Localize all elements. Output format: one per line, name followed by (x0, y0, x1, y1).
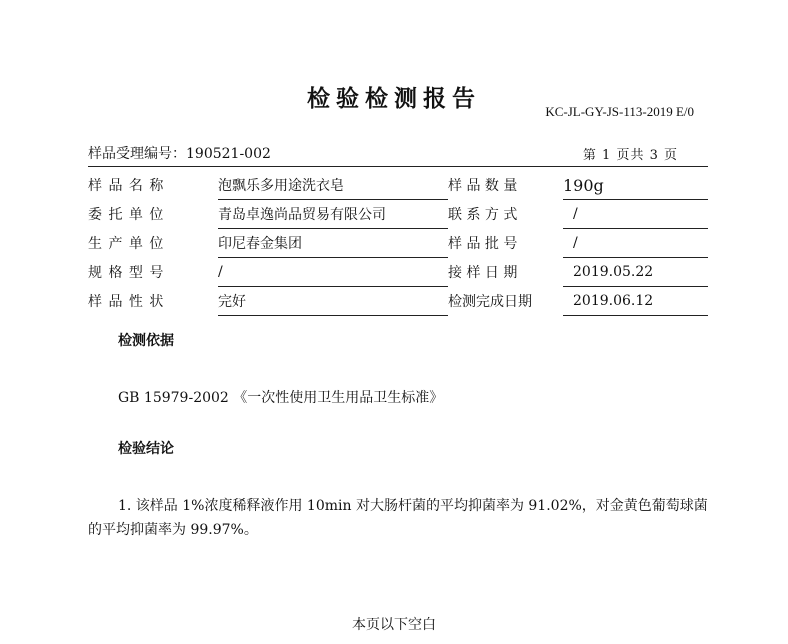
report-title: 检验检测报告 (307, 86, 481, 112)
table-row (88, 258, 708, 287)
row-value: 青岛卓逸尚品贸易有限公司 (218, 200, 448, 229)
basis-heading: 检测依据 (118, 333, 174, 349)
row-label: 规 格 型 号 (88, 265, 165, 281)
row-value: 完好 (218, 287, 448, 316)
row-value: / (563, 200, 708, 229)
row-label: 接 样 日 期 (448, 265, 518, 281)
row-label: 联 系 方 式 (448, 207, 518, 223)
sample-accept-number: 样品受理编号：190521-002 (88, 146, 271, 162)
document-number: KC-JL-GY-JS-113-2019 E/0 (545, 104, 694, 119)
row-value: 印尼春金集团 (218, 229, 448, 258)
sample-info-table (88, 171, 708, 316)
row-value: 2019.06.12 (563, 287, 708, 316)
page-info: 第 1 页共 3 页 (582, 148, 678, 163)
row-value: / (218, 258, 448, 287)
page-footer-note: 本页以下空白 (352, 617, 436, 633)
table-row (88, 200, 708, 229)
row-label: 生 产 单 位 (88, 236, 165, 252)
row-value: 190g (563, 171, 708, 200)
row-label: 样 品 批 号 (448, 236, 518, 252)
basis-text: GB 15979-2002 《一次性使用卫生用品卫生标准》 (118, 390, 444, 406)
row-label: 样 品 数 量 (448, 178, 518, 195)
row-label: 样 品 名 称 (88, 178, 165, 195)
row-label: 检测完成日期 (448, 294, 532, 310)
table-row (88, 229, 708, 258)
conclusion-text: 1. 该样品 1%浓度稀释液作用 10min 对大肠杆菌的平均抑菌率为 91.02%，对金黄色葡萄球菌的平均抑菌率为 99.97%。 (88, 498, 708, 538)
row-value: / (563, 229, 708, 258)
row-label: 样 品 性 状 (88, 294, 165, 310)
row-value: 泡飘乐多用途洗衣皂 (218, 171, 448, 200)
row-label: 委 托 单 位 (88, 207, 165, 223)
conclusion-heading: 检验结论 (118, 441, 174, 457)
header-divider (88, 166, 708, 167)
row-value: 2019.05.22 (563, 258, 708, 287)
table-row (88, 171, 708, 200)
table-row (88, 287, 708, 316)
